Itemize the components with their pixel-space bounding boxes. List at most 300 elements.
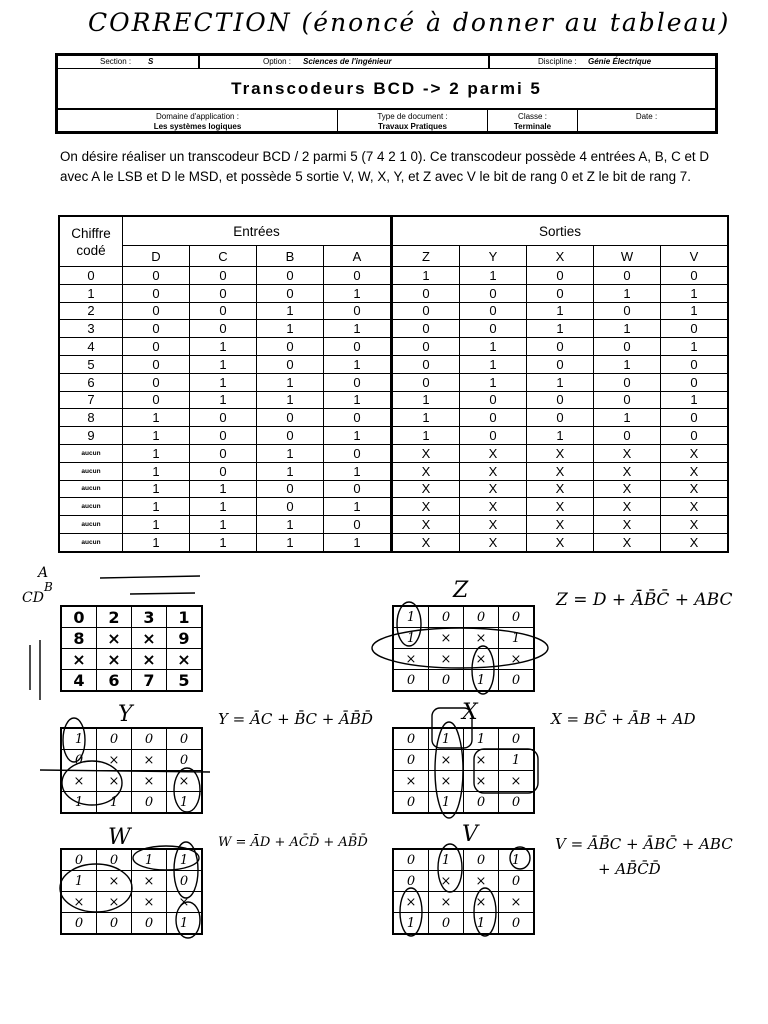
kmap-cell: 1 [393, 606, 429, 628]
column-header: Z [392, 246, 460, 267]
option-label: Option : [263, 57, 292, 66]
axis-b-label: B [44, 580, 53, 594]
bit-cell: 1 [527, 427, 594, 445]
bit-cell: 1 [527, 302, 594, 320]
bit-cell: 1 [257, 391, 324, 409]
grouping-loop [474, 888, 496, 936]
bit-cell: X [594, 498, 661, 516]
kmap-cell: × [429, 750, 464, 771]
outputs-header: Sorties [392, 216, 729, 246]
kmap-cell: 1 [499, 849, 535, 871]
bit-cell: 0 [190, 320, 257, 338]
bit-cell: 1 [594, 284, 661, 302]
bit-cell: 0 [661, 355, 729, 373]
kmap-cell: × [61, 771, 97, 792]
bit-cell: 1 [324, 533, 392, 551]
bit-cell: 0 [324, 267, 392, 285]
section-label: Section : [100, 57, 132, 66]
grouping-loop [60, 864, 132, 912]
digit-cell: aucun [59, 533, 123, 551]
bit-cell: 0 [594, 373, 661, 391]
kmap-cell: 0 [393, 849, 429, 871]
bit-cell: 0 [594, 391, 661, 409]
bit-cell: X [460, 462, 527, 480]
bit-cell: 0 [392, 373, 460, 391]
kmap-cell: 0 [393, 670, 429, 692]
bit-cell: X [661, 480, 729, 498]
bit-cell: X [460, 480, 527, 498]
kmap-cell: 0 [97, 849, 132, 871]
kmap-cell: 1 [167, 792, 203, 814]
bit-cell: 1 [123, 533, 190, 551]
kmap-cell: 0 [97, 913, 132, 935]
column-header: C [190, 246, 257, 267]
kmap-cell: × [132, 649, 167, 670]
intro-paragraph: On désire réaliser un transcodeur BCD / 2 parmi 5 (7 4 2 1 0). Ce transcodeur possède 4 entrées A, B, C et D avec A le LSB et D le MSD, et possède 5 sortie V, W, X, Y, et Z avec V le bit de rang 0 et Z le bit de rang 7. [60, 149, 710, 184]
bit-cell: 0 [527, 338, 594, 356]
kmap-cell: 1 [167, 606, 203, 628]
bit-cell: X [527, 444, 594, 462]
kmap-cell: × [132, 628, 167, 649]
digit-cell: 4 [59, 338, 123, 356]
bit-cell: X [661, 444, 729, 462]
bit-cell: 0 [594, 338, 661, 356]
bit-cell: 1 [594, 355, 661, 373]
bit-cell: 1 [123, 409, 190, 427]
kmap-cell: 0 [132, 728, 167, 750]
kmap-cell: × [499, 649, 535, 670]
digit-cell: aucun [59, 480, 123, 498]
column-header: A [324, 246, 392, 267]
bit-cell: 0 [257, 427, 324, 445]
bit-cell: X [594, 516, 661, 534]
kmap-cell: 0 [499, 728, 535, 750]
column-header: Y [460, 246, 527, 267]
digit-cell: 1 [59, 284, 123, 302]
bit-cell: 1 [123, 480, 190, 498]
bit-cell: X [392, 444, 460, 462]
column-header: W [594, 246, 661, 267]
bit-cell: 1 [123, 516, 190, 534]
kmap-cell: × [132, 892, 167, 913]
kmap-cell: 1 [61, 871, 97, 892]
bit-cell: 1 [257, 320, 324, 338]
kmap-cell: 1 [499, 750, 535, 771]
bit-cell: 1 [257, 444, 324, 462]
bit-cell: X [392, 516, 460, 534]
kmap-y-title: Y [118, 702, 133, 727]
bit-cell: X [392, 462, 460, 480]
kmap-cell: 0 [499, 871, 535, 892]
kmap-cell: 1 [464, 728, 499, 750]
bit-cell: 1 [392, 391, 460, 409]
bit-cell: X [594, 533, 661, 551]
bit-cell: 0 [324, 444, 392, 462]
kmap-cell: × [499, 892, 535, 913]
kmap-cell: 0 [464, 606, 499, 628]
chiffre-header: Chiffre codé [59, 216, 123, 267]
kmap-cell: 4 [61, 670, 97, 692]
kmap-cell: 0 [393, 792, 429, 814]
bit-cell: X [661, 498, 729, 516]
bit-cell: 0 [460, 427, 527, 445]
bit-cell: 0 [324, 480, 392, 498]
kmap-cell: × [132, 771, 167, 792]
bit-cell: 0 [392, 355, 460, 373]
bit-cell: 0 [257, 338, 324, 356]
kmap-cell: × [97, 771, 132, 792]
bit-cell: X [661, 516, 729, 534]
bit-cell: 1 [123, 427, 190, 445]
bit-cell: 1 [324, 284, 392, 302]
bit-cell: 0 [460, 302, 527, 320]
grouping-loop [510, 847, 530, 869]
bit-cell: 0 [190, 427, 257, 445]
kmap-cell: × [499, 771, 535, 792]
kmap-cell: × [464, 892, 499, 913]
bit-cell: 1 [527, 373, 594, 391]
discipline-label: Discipline : [538, 57, 577, 66]
kmap-cell: × [97, 628, 132, 649]
equation-w: W = ĀD + AC̄D̄ + AB̄D̄ [218, 835, 368, 850]
kmap-cell: 5 [167, 670, 203, 692]
kmap-cell: × [429, 628, 464, 649]
bit-cell: 0 [661, 320, 729, 338]
kmap-cell: 1 [429, 792, 464, 814]
document-title: Transcodeurs BCD -> 2 parmi 5 [58, 70, 715, 110]
bit-cell: 0 [324, 516, 392, 534]
kmap-cell: 1 [97, 792, 132, 814]
bit-cell: 0 [392, 302, 460, 320]
kmap-cell: 1 [61, 728, 97, 750]
bit-cell: 0 [123, 267, 190, 285]
kmap-cell: × [97, 649, 132, 670]
equation-v-line1: V = ĀB̄C + ĀBC̄ + ABC [555, 835, 733, 853]
handwritten-title: CORRECTION (énoncé à donner au tableau) [88, 8, 731, 37]
bit-cell: 0 [257, 355, 324, 373]
digit-cell: 5 [59, 355, 123, 373]
bit-cell: 1 [324, 355, 392, 373]
option-value: Sciences de l'ingénieur [303, 57, 392, 66]
pen-stroke [100, 576, 200, 578]
kmap-cell: 1 [167, 913, 203, 935]
digit-cell: aucun [59, 444, 123, 462]
kmap-cell: 2 [97, 606, 132, 628]
kmap-cell: 0 [167, 728, 203, 750]
bit-cell: 1 [257, 462, 324, 480]
kmap-cell: 0 [393, 728, 429, 750]
kmap-cell: × [429, 871, 464, 892]
kmap-cell: 0 [464, 792, 499, 814]
digit-cell: aucun [59, 498, 123, 516]
bit-cell: 0 [594, 427, 661, 445]
bit-cell: 0 [661, 427, 729, 445]
bit-cell: X [594, 462, 661, 480]
bit-cell: 0 [460, 320, 527, 338]
kmap-cell: × [464, 750, 499, 771]
kmap-cell: 0 [97, 728, 132, 750]
bit-cell: 1 [257, 533, 324, 551]
bit-cell: 1 [392, 427, 460, 445]
kmap-cell: × [393, 892, 429, 913]
kmap-cell: × [167, 892, 203, 913]
kmap-cell: 0 [167, 871, 203, 892]
axis-a-label: A [38, 565, 49, 581]
equation-y: Y = ĀC + B̄C + ĀB̄D̄ [218, 710, 373, 728]
bit-cell: X [594, 444, 661, 462]
bit-cell: 1 [324, 391, 392, 409]
bit-cell: 0 [257, 409, 324, 427]
kmap-cell: 1 [393, 913, 429, 935]
kmap-cell: 7 [132, 670, 167, 692]
column-header: V [661, 246, 729, 267]
kmap-cell: × [61, 649, 97, 670]
domaine-label: Domaine d'application : [156, 112, 239, 121]
grouping-loop [474, 749, 538, 793]
digit-cell: 2 [59, 302, 123, 320]
kmap-w-title: W [108, 825, 131, 850]
kmap-cell: 0 [499, 670, 535, 692]
bit-cell: X [392, 533, 460, 551]
kmap-cell: × [429, 771, 464, 792]
bit-cell: X [527, 480, 594, 498]
bit-cell: 0 [324, 409, 392, 427]
kmap-cell: × [167, 649, 203, 670]
digit-cell: 3 [59, 320, 123, 338]
bit-cell: 1 [460, 267, 527, 285]
kmap-cell: 1 [464, 913, 499, 935]
bit-cell: 1 [594, 409, 661, 427]
bit-cell: 1 [257, 516, 324, 534]
kmap-cell: × [132, 871, 167, 892]
kmap-cell: 1 [61, 792, 97, 814]
kmap-cell: 1 [499, 628, 535, 649]
bit-cell: 0 [123, 391, 190, 409]
bit-cell: 0 [392, 338, 460, 356]
bit-cell: X [527, 462, 594, 480]
bit-cell: 0 [257, 267, 324, 285]
bit-cell: 0 [190, 284, 257, 302]
kmap-cell: 0 [61, 913, 97, 935]
digit-cell: aucun [59, 516, 123, 534]
bit-cell: 1 [190, 498, 257, 516]
kmap-cell: 0 [429, 670, 464, 692]
bit-cell: 0 [392, 284, 460, 302]
equation-z: Z = D + ĀB̄C̄ + ABC [556, 590, 733, 610]
kmap-cell: 0 [499, 913, 535, 935]
digit-cell: 0 [59, 267, 123, 285]
bit-cell: 1 [190, 533, 257, 551]
date-label: Date : [635, 112, 658, 121]
kmap-cell: 0 [61, 849, 97, 871]
bit-cell: 1 [257, 373, 324, 391]
bit-cell: 1 [460, 373, 527, 391]
bit-cell: 1 [190, 355, 257, 373]
kmap-cell: 1 [393, 628, 429, 649]
bit-cell: 0 [190, 302, 257, 320]
classe-value: Terminale [513, 122, 552, 131]
bit-cell: 0 [190, 462, 257, 480]
bit-cell: 0 [594, 302, 661, 320]
bit-cell: 0 [190, 267, 257, 285]
bit-cell: X [661, 462, 729, 480]
kmap-cell: × [61, 892, 97, 913]
kmap-cell: 0 [393, 871, 429, 892]
bit-cell: X [460, 533, 527, 551]
bit-cell: 0 [190, 409, 257, 427]
grouping-loop [472, 646, 494, 694]
inputs-header: Entrées [123, 216, 392, 246]
kmap-cell: × [97, 871, 132, 892]
bit-cell: 0 [123, 302, 190, 320]
bit-cell: 1 [190, 391, 257, 409]
kmap-cell: × [167, 771, 203, 792]
bit-cell: 0 [594, 267, 661, 285]
digit-cell: 6 [59, 373, 123, 391]
kmap-cell: 0 [429, 913, 464, 935]
bit-cell: X [460, 498, 527, 516]
kmap-cell: 0 [132, 913, 167, 935]
bit-cell: 1 [460, 355, 527, 373]
bit-cell: 1 [661, 391, 729, 409]
bit-cell: 1 [527, 320, 594, 338]
bit-cell: 0 [527, 409, 594, 427]
bit-cell: 0 [324, 373, 392, 391]
bit-cell: 0 [661, 267, 729, 285]
type-value: Travaux Pratiques [378, 122, 447, 131]
digit-cell: 8 [59, 409, 123, 427]
kmap-cell: 0 [393, 750, 429, 771]
bit-cell: X [460, 516, 527, 534]
kmap-cell: 1 [429, 849, 464, 871]
bit-cell: 0 [527, 284, 594, 302]
classe-label: Classe : [518, 112, 547, 121]
bit-cell: 0 [661, 409, 729, 427]
discipline-value: Génie Électrique [588, 57, 652, 66]
kmap-cell: 1 [429, 728, 464, 750]
bit-cell: 1 [324, 498, 392, 516]
bit-cell: 1 [392, 267, 460, 285]
grouping-loop [133, 846, 199, 870]
kmap-cell: 1 [464, 670, 499, 692]
bit-cell: 0 [460, 409, 527, 427]
grouping-loop [438, 844, 462, 892]
bit-cell: 0 [190, 444, 257, 462]
column-header: X [527, 246, 594, 267]
kmap-cell: × [464, 771, 499, 792]
kmap-cell: × [429, 892, 464, 913]
grouping-loop [174, 842, 198, 898]
bit-cell: 1 [324, 320, 392, 338]
bit-cell: X [392, 498, 460, 516]
kmap-cell: 0 [132, 792, 167, 814]
bit-cell: 0 [123, 284, 190, 302]
grouping-loop [62, 761, 122, 805]
kmap-cell: × [132, 750, 167, 771]
grouping-loop [63, 718, 85, 762]
kmap-cell: 1 [167, 849, 203, 871]
kmap-cell: 0 [167, 750, 203, 771]
kmap-cell: × [464, 871, 499, 892]
bit-cell: 1 [123, 498, 190, 516]
kmap-cell: × [464, 628, 499, 649]
bit-cell: 0 [460, 284, 527, 302]
kmap-cell: 1 [132, 849, 167, 871]
equation-x: X = BC̄ + ĀB + AD [551, 710, 696, 728]
bit-cell: 0 [123, 338, 190, 356]
pen-stroke [130, 593, 195, 594]
bit-cell: 1 [257, 302, 324, 320]
kmap-cell: 9 [167, 628, 203, 649]
kmap-cell: × [97, 892, 132, 913]
bit-cell: 1 [661, 302, 729, 320]
kmap-cell: 3 [132, 606, 167, 628]
kmap-cell: × [393, 649, 429, 670]
bit-cell: 0 [527, 391, 594, 409]
bit-cell: 1 [594, 320, 661, 338]
bit-cell: 0 [123, 373, 190, 391]
bit-cell: 0 [527, 267, 594, 285]
bit-cell: 0 [661, 373, 729, 391]
grouping-loop [400, 888, 422, 936]
kmap-cell: × [97, 750, 132, 771]
bit-cell: 0 [123, 355, 190, 373]
column-header: B [257, 246, 324, 267]
kmap-cell: 0 [61, 750, 97, 771]
bit-cell: 1 [190, 338, 257, 356]
type-label: Type de document : [377, 112, 448, 121]
kmap-cell: 6 [97, 670, 132, 692]
bit-cell: 1 [324, 462, 392, 480]
bit-cell: 1 [190, 373, 257, 391]
bit-cell: 0 [123, 320, 190, 338]
bit-cell: 1 [661, 338, 729, 356]
bit-cell: X [527, 516, 594, 534]
bit-cell: 0 [324, 338, 392, 356]
equation-v-line2: + AB̄C̄D̄ [598, 860, 661, 878]
bit-cell: 1 [123, 444, 190, 462]
bit-cell: 0 [257, 498, 324, 516]
kmap-cell: 0 [429, 606, 464, 628]
bit-cell: 1 [123, 462, 190, 480]
bit-cell: X [527, 533, 594, 551]
kmap-cell: × [429, 649, 464, 670]
kmap-x-title: X [462, 700, 478, 725]
axis-cd-label: CD [22, 590, 44, 606]
bit-cell: X [392, 480, 460, 498]
bit-cell: X [594, 480, 661, 498]
kmap-cell: 0 [499, 606, 535, 628]
kmap-cell: × [393, 771, 429, 792]
kmap-cell: × [464, 649, 499, 670]
bit-cell: 1 [324, 427, 392, 445]
kmap-cell: 0 [499, 792, 535, 814]
section-value: S [148, 57, 154, 66]
kmap-z-title: Z [453, 578, 469, 603]
bit-cell: 1 [190, 516, 257, 534]
column-header: D [123, 246, 190, 267]
grouping-loop [397, 602, 421, 646]
bit-cell: 1 [661, 284, 729, 302]
bit-cell: 0 [527, 355, 594, 373]
bit-cell: X [460, 444, 527, 462]
kmap-cell: 0 [61, 606, 97, 628]
grouping-loop [174, 768, 200, 812]
bit-cell: 0 [257, 480, 324, 498]
bit-cell: X [527, 498, 594, 516]
digit-cell: aucun [59, 462, 123, 480]
kmap-v-title: V [462, 822, 478, 847]
